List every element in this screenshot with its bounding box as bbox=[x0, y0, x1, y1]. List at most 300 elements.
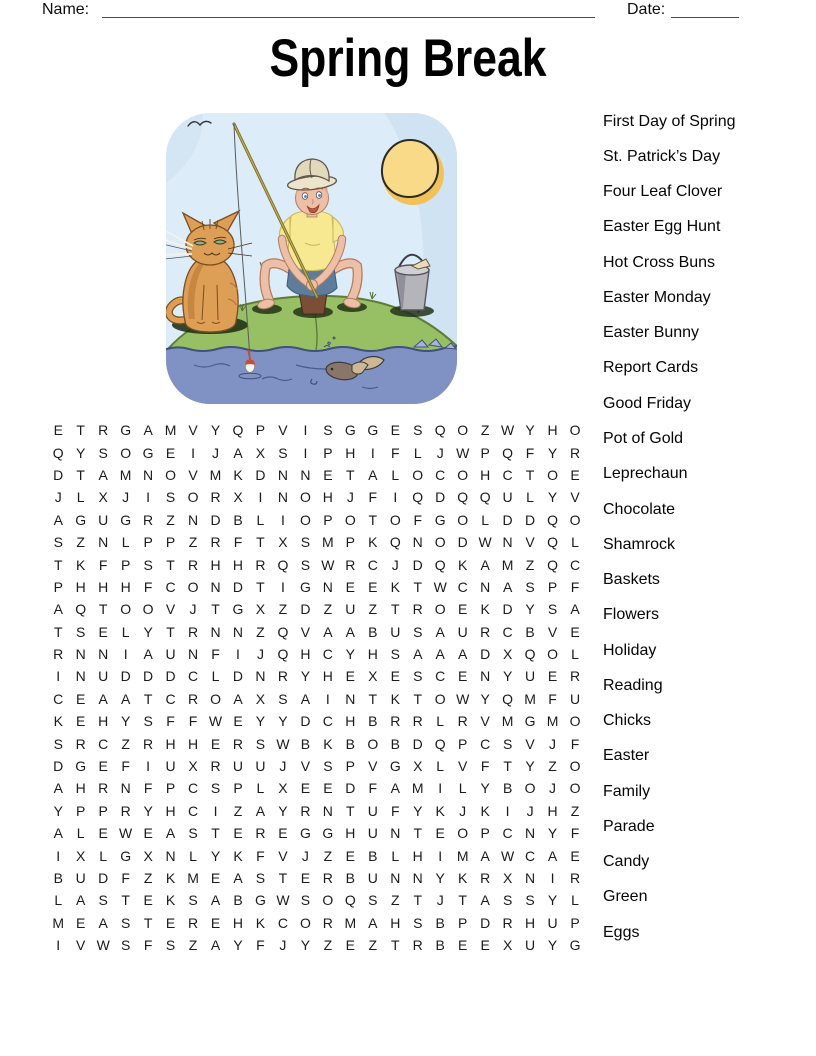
grid-letter: Y bbox=[547, 937, 558, 954]
grid-letter: N bbox=[232, 623, 244, 640]
grid-letter: B bbox=[525, 623, 535, 640]
grid-letter: R bbox=[210, 534, 221, 551]
grid-letter: Z bbox=[368, 937, 378, 954]
grid-letter: P bbox=[76, 802, 86, 819]
grid-letter: V bbox=[570, 489, 580, 506]
grid-letter: P bbox=[345, 758, 355, 775]
grid-letter: R bbox=[569, 668, 581, 685]
grid-letter: P bbox=[323, 444, 333, 461]
grid-letter: I bbox=[56, 668, 61, 685]
grid-letter: D bbox=[255, 466, 266, 483]
grid-letter: I bbox=[438, 847, 443, 864]
grid-letter: Z bbox=[323, 847, 333, 864]
grid-letter: I bbox=[213, 802, 218, 819]
grid-letter: M bbox=[524, 690, 536, 707]
grid-letter: R bbox=[187, 914, 199, 931]
grid-letter: R bbox=[210, 489, 221, 506]
grid-letter: E bbox=[435, 825, 445, 842]
grid-letter: D bbox=[143, 668, 154, 685]
grid-letter: U bbox=[569, 690, 581, 707]
grid-letter: N bbox=[277, 489, 288, 506]
grid-letter: R bbox=[480, 870, 491, 886]
grid-letter: F bbox=[98, 556, 108, 573]
grid-letter: Z bbox=[480, 422, 490, 439]
grid-letter: P bbox=[165, 780, 176, 797]
word-item: Easter Egg Hunt bbox=[603, 218, 721, 236]
grid-letter: L bbox=[526, 489, 534, 506]
grid-letter: S bbox=[188, 892, 198, 909]
grid-letter: K bbox=[480, 601, 490, 618]
grid-letter: U bbox=[367, 802, 378, 819]
word-item: Holiday bbox=[603, 641, 657, 659]
grid-letter: X bbox=[502, 870, 513, 886]
grid-letter: N bbox=[525, 870, 536, 886]
grid-letter: N bbox=[165, 847, 176, 864]
grid-letter: L bbox=[436, 713, 445, 730]
grid-letter: B bbox=[435, 914, 445, 931]
grid-letter: K bbox=[480, 802, 490, 819]
grid-letter: E bbox=[76, 713, 86, 730]
grid-letter: F bbox=[570, 825, 580, 842]
grid-letter: I bbox=[258, 489, 263, 506]
grid-letter: A bbox=[480, 892, 490, 909]
grid-letter: J bbox=[256, 646, 264, 663]
grid-letter: D bbox=[232, 578, 244, 595]
grid-letter: U bbox=[165, 758, 176, 775]
grid-letter: P bbox=[53, 578, 63, 595]
grid-letter: W bbox=[208, 713, 223, 730]
grid-letter: T bbox=[413, 578, 423, 595]
grid-letter: N bbox=[412, 534, 423, 551]
grid-letter: X bbox=[255, 601, 266, 618]
grid-letter: K bbox=[323, 735, 333, 752]
grid-letter: E bbox=[165, 914, 176, 931]
grid-letter: B bbox=[345, 870, 355, 886]
grid-letter: R bbox=[322, 914, 333, 931]
grid-letter: B bbox=[368, 623, 378, 640]
grid-letter: A bbox=[458, 646, 468, 663]
grid-letter: F bbox=[368, 489, 378, 506]
grid-letter: Y bbox=[53, 802, 63, 819]
grid-letter: P bbox=[480, 825, 490, 842]
grid-letter: G bbox=[367, 422, 379, 439]
grid-letter: S bbox=[525, 578, 535, 595]
grid-letter: C bbox=[98, 735, 109, 752]
grid-letter: E bbox=[570, 623, 580, 640]
grid-letter: B bbox=[368, 847, 378, 864]
date-blank-line bbox=[671, 0, 739, 18]
grid-letter: V bbox=[300, 758, 311, 775]
grid-letter: K bbox=[390, 578, 400, 595]
grid-letter: S bbox=[120, 914, 131, 931]
grid-letter: D bbox=[165, 668, 176, 685]
grid-letter: F bbox=[525, 444, 535, 461]
grid-letter: N bbox=[390, 825, 401, 842]
grid-letter: I bbox=[303, 444, 308, 461]
grid-letter: V bbox=[480, 713, 490, 730]
grid-letter: S bbox=[300, 892, 311, 909]
grid-letter: S bbox=[368, 892, 378, 909]
grid-letter: Y bbox=[143, 802, 153, 819]
grid-letter: K bbox=[233, 466, 243, 483]
grid-letter: D bbox=[300, 713, 311, 730]
grid-letter: R bbox=[322, 870, 333, 886]
grid-letter: T bbox=[503, 758, 512, 775]
grid-letter: M bbox=[546, 713, 559, 730]
grid-letter: J bbox=[122, 489, 130, 506]
grid-letter: U bbox=[547, 914, 558, 931]
grid-letter: V bbox=[278, 422, 288, 439]
grid-letter: T bbox=[256, 578, 265, 595]
grid-letter: S bbox=[188, 825, 198, 842]
grid-letter: M bbox=[209, 466, 222, 483]
grid-letter: E bbox=[233, 825, 243, 842]
grid-letter: O bbox=[434, 690, 446, 707]
grid-letter: N bbox=[300, 466, 311, 483]
grid-letter: R bbox=[412, 601, 423, 618]
grid-letter: Y bbox=[210, 847, 221, 864]
grid-letter: R bbox=[277, 668, 288, 685]
grid-letter: M bbox=[187, 870, 199, 886]
word-item: Shamrock bbox=[603, 535, 676, 553]
grid-letter: C bbox=[525, 847, 536, 864]
grid-letter: O bbox=[547, 646, 558, 663]
word-item: Reading bbox=[603, 676, 663, 694]
grid-letter: U bbox=[165, 646, 176, 663]
grid-letter: R bbox=[187, 623, 199, 640]
grid-letter: N bbox=[187, 646, 199, 663]
grid-letter: S bbox=[165, 937, 176, 954]
grid-letter: Y bbox=[435, 870, 445, 886]
grid-letter: H bbox=[367, 646, 378, 663]
grid-letter: W bbox=[501, 422, 515, 439]
grid-letter: W bbox=[276, 735, 290, 752]
grid-letter: P bbox=[570, 914, 580, 931]
grid-letter: T bbox=[413, 892, 423, 909]
grid-letter: S bbox=[547, 601, 558, 618]
grid-letter: W bbox=[119, 825, 133, 842]
grid-letter: O bbox=[569, 713, 581, 730]
grid-letter: F bbox=[233, 534, 243, 551]
grid-letter: R bbox=[390, 713, 401, 730]
grid-letter: T bbox=[413, 690, 423, 707]
grid-letter: O bbox=[142, 601, 154, 618]
grid-letter: D bbox=[345, 780, 356, 797]
grid-letter: S bbox=[98, 892, 108, 909]
grid-letter: L bbox=[256, 780, 265, 797]
grid-letter: E bbox=[143, 892, 153, 909]
grid-letter: T bbox=[368, 690, 378, 707]
grid-letter: V bbox=[525, 735, 535, 752]
grid-letter: G bbox=[232, 601, 244, 618]
grid-letter: F bbox=[143, 780, 153, 797]
grid-letter: C bbox=[187, 780, 199, 797]
grid-letter: S bbox=[300, 534, 311, 551]
date-label: Date: bbox=[627, 1, 666, 18]
grid-letter: P bbox=[120, 556, 131, 573]
grid-letter: F bbox=[413, 511, 423, 528]
word-item: Eggs bbox=[603, 923, 640, 941]
grid-letter: W bbox=[276, 892, 290, 909]
grid-letter: R bbox=[120, 802, 131, 819]
grid-letter: T bbox=[76, 422, 85, 439]
grid-letter: O bbox=[299, 511, 311, 528]
grid-letter: L bbox=[99, 847, 108, 864]
grid-letter: Q bbox=[502, 444, 514, 461]
grid-letter: S bbox=[413, 668, 423, 685]
word-item: Flowers bbox=[603, 606, 660, 624]
grid-letter: A bbox=[323, 623, 333, 640]
grid-letter: D bbox=[53, 466, 64, 483]
grid-letter: L bbox=[458, 780, 467, 797]
grid-letter: F bbox=[143, 578, 153, 595]
grid-letter: Q bbox=[547, 534, 558, 551]
grid-letter: J bbox=[212, 444, 220, 461]
grid-letter: A bbox=[233, 444, 243, 461]
grid-letter: S bbox=[278, 690, 288, 707]
grid-letter: E bbox=[143, 825, 153, 842]
grid-letter: S bbox=[98, 444, 108, 461]
grid-letter: H bbox=[75, 780, 86, 797]
grid-letter: R bbox=[98, 422, 109, 439]
grid-letter: A bbox=[120, 690, 131, 707]
grid-letter: L bbox=[571, 892, 579, 909]
grid-letter: K bbox=[435, 802, 445, 819]
grid-letter: W bbox=[433, 578, 447, 595]
grid-letter: L bbox=[76, 825, 85, 842]
grid-letter: A bbox=[480, 556, 490, 573]
grid-letter: A bbox=[480, 847, 490, 864]
grid-letter: B bbox=[502, 780, 513, 797]
grid-letter: O bbox=[457, 422, 469, 439]
grid-letter: G bbox=[434, 511, 446, 528]
grid-letter: A bbox=[390, 780, 400, 797]
grid-letter: S bbox=[53, 534, 63, 551]
grid-letter: E bbox=[368, 578, 378, 595]
grid-letter: V bbox=[300, 623, 311, 640]
word-item: Good Friday bbox=[603, 394, 692, 412]
grid-letter: X bbox=[143, 847, 153, 864]
grid-letter: G bbox=[299, 578, 311, 595]
grid-letter: X bbox=[368, 668, 378, 685]
grid-letter: G bbox=[389, 758, 401, 775]
grid-letter: H bbox=[322, 489, 333, 506]
grid-letter: A bbox=[435, 646, 445, 663]
grid-letter: O bbox=[569, 758, 581, 775]
grid-letter: V bbox=[278, 847, 288, 864]
grid-letter: E bbox=[390, 422, 400, 439]
grid-letter: E bbox=[390, 668, 400, 685]
grid-letter: R bbox=[210, 758, 221, 775]
grid-letter: C bbox=[480, 735, 491, 752]
grid-letter: A bbox=[502, 578, 513, 595]
grid-letter: W bbox=[321, 556, 335, 573]
grid-letter: N bbox=[277, 466, 288, 483]
grid-letter: M bbox=[456, 847, 469, 864]
grid-letter: I bbox=[550, 870, 555, 886]
grid-letter: L bbox=[54, 892, 63, 909]
grid-letter: L bbox=[391, 847, 400, 864]
grid-letter: N bbox=[525, 825, 536, 842]
grid-letter: N bbox=[98, 646, 109, 663]
grid-letter: M bbox=[501, 713, 514, 730]
grid-letter: Y bbox=[547, 489, 558, 506]
cat-head bbox=[186, 225, 234, 265]
grid-letter: S bbox=[143, 556, 153, 573]
word-item: Hot Cross Buns bbox=[603, 253, 716, 271]
grid-letter: D bbox=[300, 601, 311, 618]
grid-letter: R bbox=[569, 870, 581, 886]
word-item: Easter Bunny bbox=[603, 324, 700, 342]
grid-letter: R bbox=[98, 780, 109, 797]
grid-letter: T bbox=[143, 914, 153, 931]
grid-letter: F bbox=[211, 646, 220, 663]
grid-letter: H bbox=[322, 668, 333, 685]
grid-letter: L bbox=[121, 534, 130, 551]
grid-letter: B bbox=[368, 713, 378, 730]
grid-letter: N bbox=[210, 623, 221, 640]
grid-letter: H bbox=[98, 578, 109, 595]
grid-letter: O bbox=[547, 466, 558, 483]
grid-letter: Z bbox=[76, 534, 85, 551]
grid-letter: P bbox=[458, 735, 468, 752]
grid-letter: F bbox=[143, 937, 153, 954]
grid-letter: E bbox=[278, 825, 288, 842]
grid-letter: Q bbox=[547, 556, 558, 573]
grid-letter: V bbox=[188, 466, 198, 483]
grid-letter: K bbox=[53, 713, 63, 730]
word-item: St. Patrick’s Day bbox=[603, 147, 721, 165]
grid-letter: X bbox=[76, 847, 86, 864]
grid-letter: S bbox=[165, 489, 176, 506]
grid-letter: C bbox=[187, 802, 199, 819]
grid-letter: A bbox=[570, 601, 580, 618]
grid-letter: A bbox=[233, 690, 243, 707]
grid-letter: Z bbox=[525, 556, 535, 573]
grid-letter: J bbox=[301, 847, 309, 864]
grid-letter: Y bbox=[210, 422, 221, 439]
grid-letter: E bbox=[345, 847, 355, 864]
grid-letter: S bbox=[278, 444, 288, 461]
grid-letter: S bbox=[53, 735, 63, 752]
grid-letter: H bbox=[232, 556, 244, 573]
grid-letter: W bbox=[96, 937, 110, 954]
grid-letter: J bbox=[391, 556, 399, 573]
grid-letter: G bbox=[569, 937, 581, 954]
grid-letter: J bbox=[279, 758, 287, 775]
grid-letter: I bbox=[56, 847, 61, 864]
grid-letter: I bbox=[505, 802, 510, 819]
grid-letter: N bbox=[480, 578, 491, 595]
grid-letter: F bbox=[166, 713, 175, 730]
grid-letter: E bbox=[98, 758, 108, 775]
grid-letter: E bbox=[98, 623, 108, 640]
grid-letter: H bbox=[480, 466, 491, 483]
grid-letter: G bbox=[255, 892, 266, 909]
grid-letter: Y bbox=[413, 802, 423, 819]
grid-letter: B bbox=[53, 870, 63, 886]
grid-letter: L bbox=[436, 758, 445, 775]
grid-letter: O bbox=[569, 422, 581, 439]
grid-letter: G bbox=[142, 444, 154, 461]
grid-letter: Y bbox=[345, 646, 355, 663]
grid-letter: O bbox=[367, 735, 379, 752]
grid-letter: A bbox=[345, 623, 355, 640]
grid-letter: A bbox=[143, 422, 153, 439]
grid-letter: O bbox=[165, 466, 177, 483]
grid-letter: O bbox=[569, 780, 581, 797]
grid-letter: I bbox=[146, 758, 151, 775]
grid-letter: H bbox=[120, 578, 131, 595]
grid-letter: D bbox=[435, 489, 446, 506]
grid-letter: R bbox=[232, 735, 244, 752]
grid-letter: T bbox=[390, 937, 400, 954]
grid-letter: O bbox=[187, 489, 199, 506]
grid-letter: H bbox=[525, 914, 536, 931]
grid-letter: B bbox=[233, 892, 243, 909]
grid-letter: R bbox=[143, 735, 154, 752]
grid-letter: T bbox=[211, 825, 220, 842]
grid-letter: O bbox=[344, 511, 356, 528]
grid-letter: H bbox=[165, 802, 176, 819]
grid-letter: Z bbox=[166, 511, 175, 528]
grid-letter: N bbox=[143, 466, 154, 483]
grid-letter: W bbox=[501, 847, 515, 864]
grid-letter: L bbox=[413, 444, 422, 461]
grid-letter: S bbox=[502, 892, 513, 909]
grid-letter: L bbox=[391, 466, 400, 483]
grid-letter: T bbox=[458, 892, 467, 909]
grid-letter: H bbox=[210, 556, 221, 573]
word-item: Baskets bbox=[603, 571, 660, 589]
grid-letter: A bbox=[165, 825, 176, 842]
grid-letter: U bbox=[525, 937, 536, 954]
grid-letter: X bbox=[233, 489, 243, 506]
grid-letter: E bbox=[53, 422, 63, 439]
grid-letter: V bbox=[368, 758, 378, 775]
grid-letter: R bbox=[300, 802, 311, 819]
grid-letter: I bbox=[236, 646, 240, 663]
grid-letter: U bbox=[390, 623, 401, 640]
grid-letter: N bbox=[412, 870, 423, 886]
grid-letter: O bbox=[322, 892, 334, 909]
grid-letter: Z bbox=[278, 601, 288, 618]
grid-letter: Y bbox=[480, 780, 490, 797]
grid-letter: C bbox=[187, 668, 199, 685]
word-search-grid bbox=[47, 419, 586, 956]
grid-letter: X bbox=[413, 758, 423, 775]
word-item: Four Leaf Clover bbox=[603, 183, 723, 201]
grid-letter: C bbox=[367, 556, 378, 573]
grid-letter: O bbox=[187, 578, 199, 595]
grid-letter: B bbox=[233, 511, 243, 528]
grid-letter: O bbox=[120, 444, 132, 461]
cat-eye-left bbox=[194, 241, 206, 245]
grid-letter: A bbox=[143, 646, 153, 663]
grid-letter: E bbox=[345, 578, 355, 595]
grid-letter: F bbox=[121, 758, 130, 775]
grid-letter: Z bbox=[188, 534, 198, 551]
grid-letter: T bbox=[98, 601, 108, 618]
grid-letter: L bbox=[189, 847, 197, 864]
grid-letter: X bbox=[278, 780, 288, 797]
grid-letter: G bbox=[524, 713, 536, 730]
grid-letter: D bbox=[210, 511, 221, 528]
grid-letter: C bbox=[457, 578, 468, 595]
grid-letter: O bbox=[412, 466, 424, 483]
grid-letter: A bbox=[413, 646, 423, 663]
grid-letter: S bbox=[76, 623, 86, 640]
